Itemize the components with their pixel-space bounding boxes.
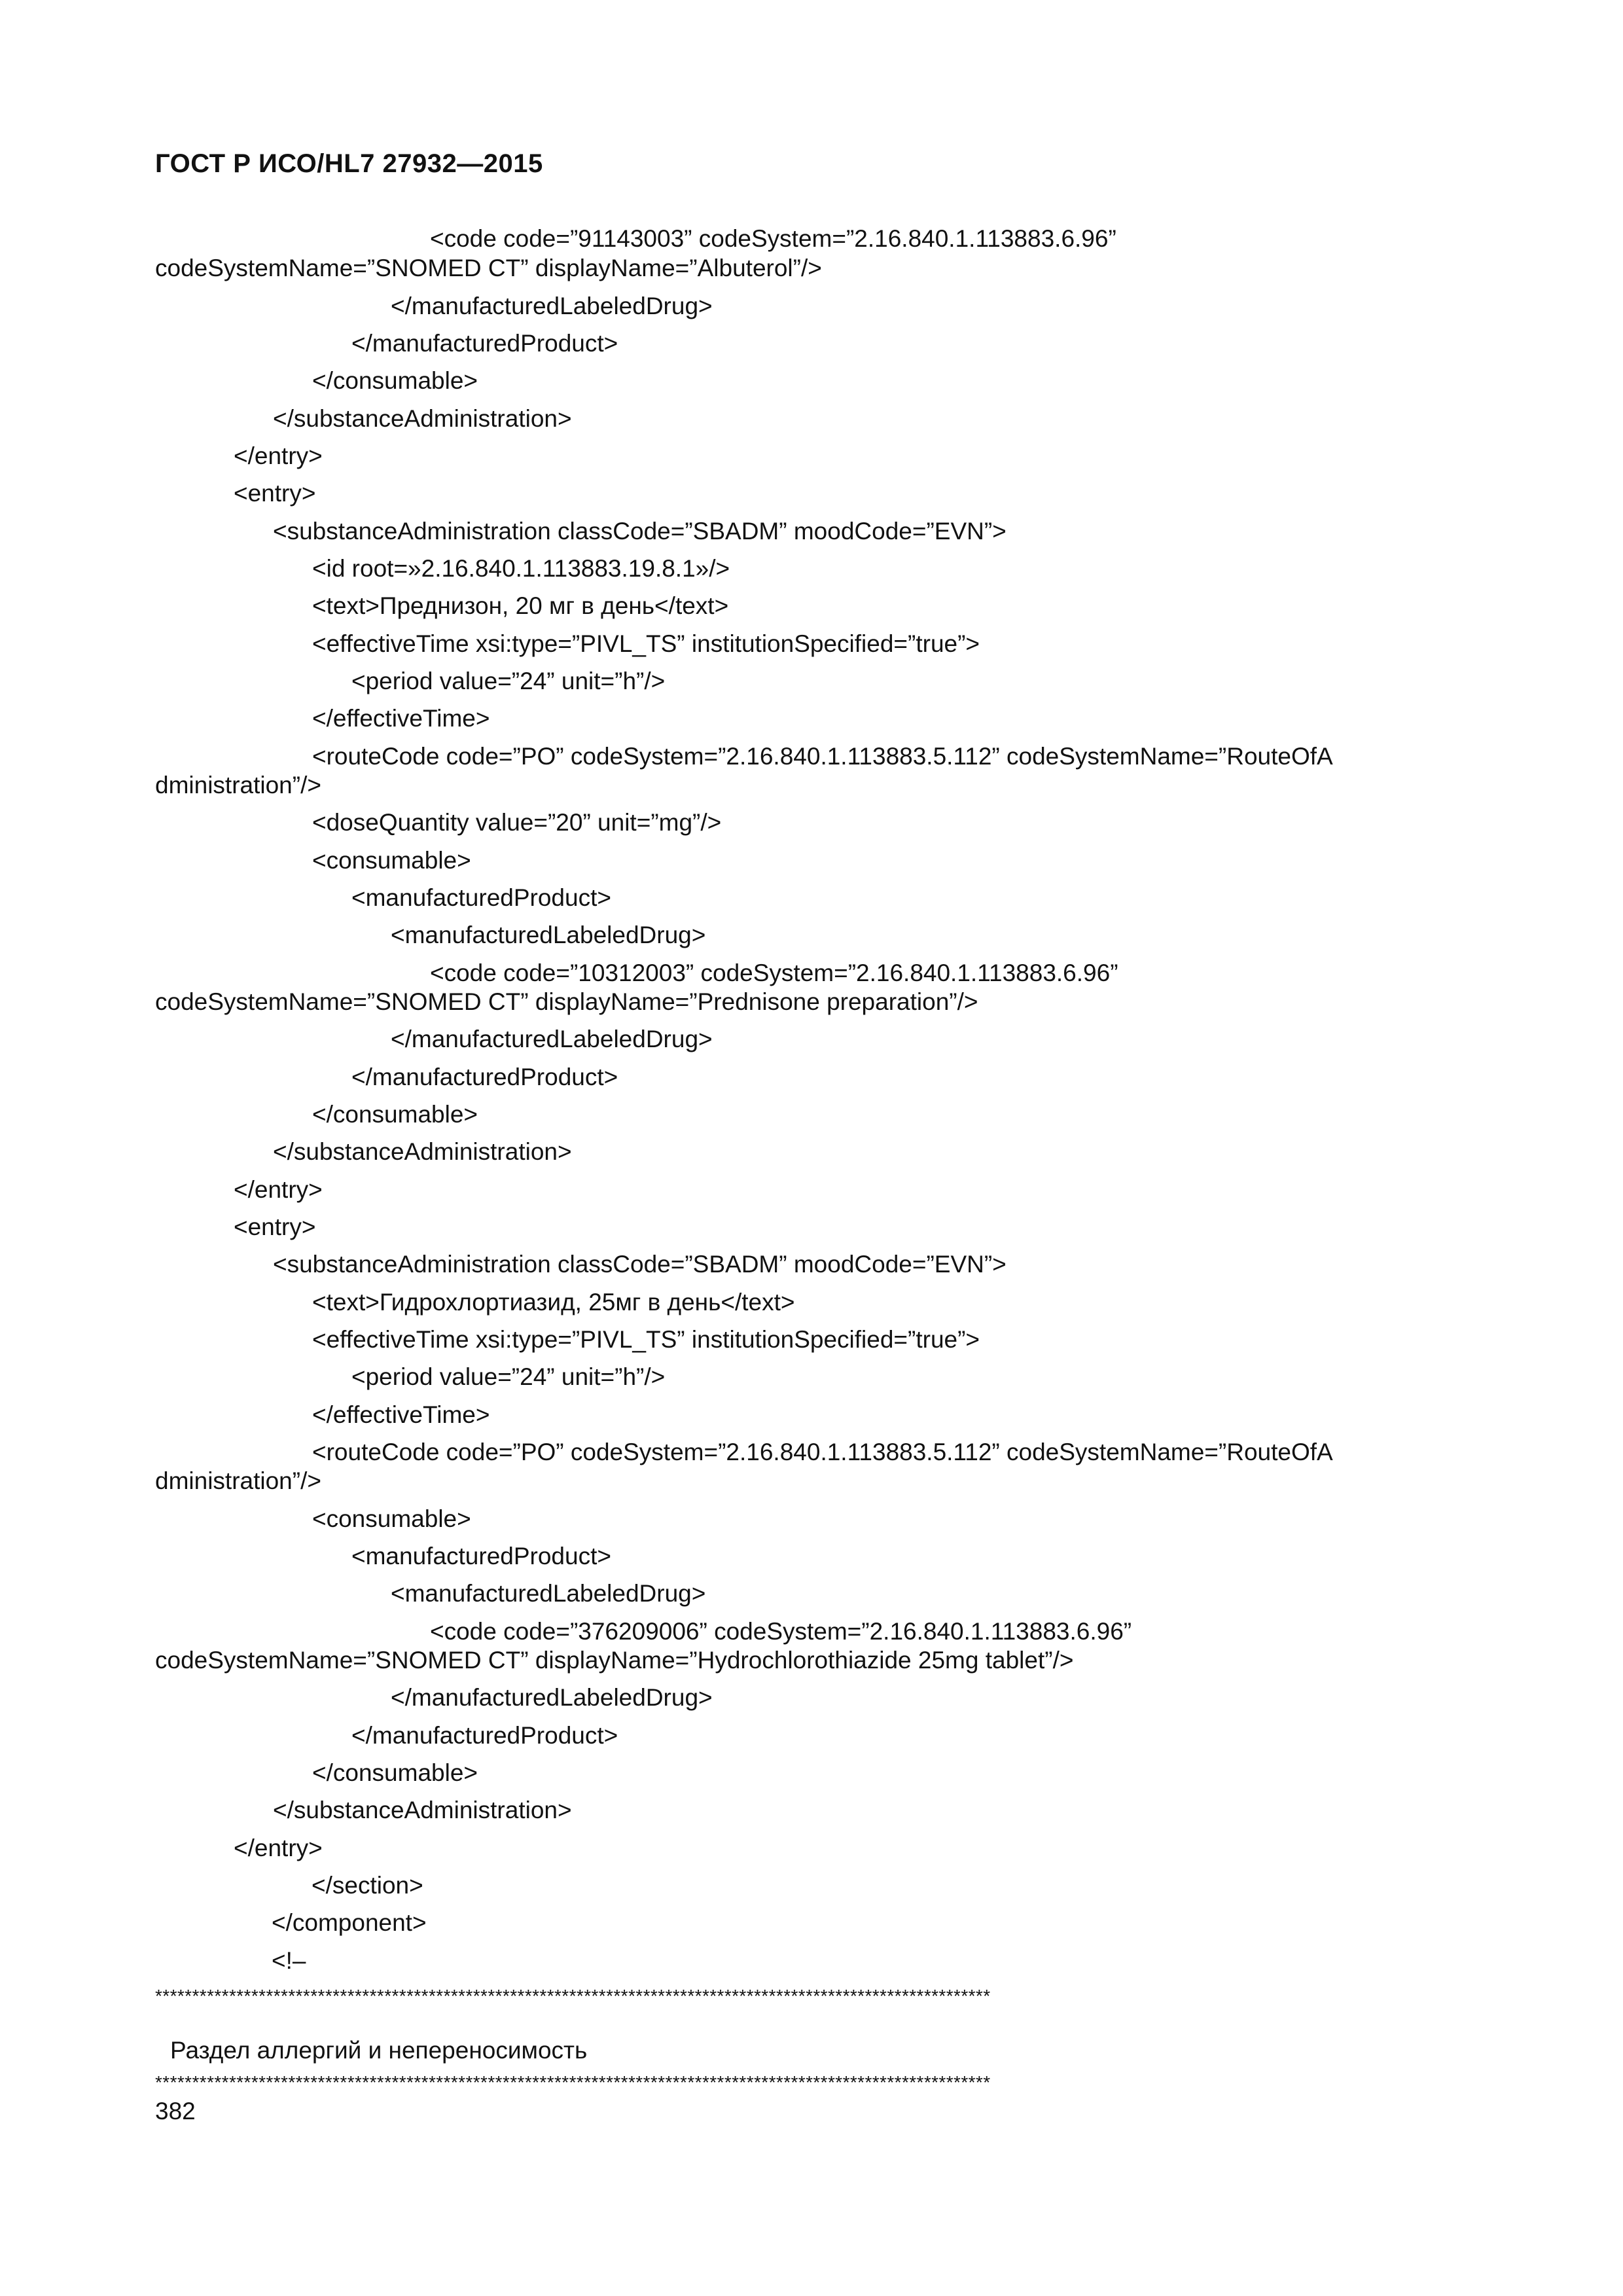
code-line: <substanceAdministration classCode=”SBADM” moodCode=”EVN”>: [273, 1251, 1007, 1278]
code-line: <substanceAdministration classCode=”SBADM” moodCode=”EVN”>: [273, 518, 1007, 545]
code-line: <entry>: [234, 1213, 316, 1240]
code-line: </entry>: [234, 1176, 323, 1203]
code-line: </manufacturedProduct>: [351, 330, 618, 357]
document-header: ГОСТ Р ИСО/HL7 27932—2015: [155, 149, 543, 178]
code-line: </component>: [272, 1909, 427, 1936]
code-line: </substanceAdministration>: [273, 1797, 572, 1823]
code-line: <doseQuantity value=”20” unit=”mg”/>: [312, 809, 722, 836]
code-line: codeSystemName=”SNOMED CT” displayName=”Hydrochlorothiazide 25mg tablet”/>: [155, 1647, 1074, 1674]
code-line: </manufacturedLabeledDrug>: [391, 293, 713, 319]
code-line: </consumable>: [312, 367, 478, 394]
code-line: <text>Преднизон, 20 мг в день</text>: [312, 592, 729, 619]
code-line: </entry>: [234, 1835, 323, 1861]
code-line: dministration”/>: [155, 1467, 321, 1494]
separator-top: *****************************************************************************************************************: [155, 1990, 991, 2003]
code-line: <code code=”10312003” codeSystem=”2.16.840.1.113883.6.96”: [430, 960, 1118, 986]
code-line: <routeCode code=”PO” codeSystem=”2.16.840.1.113883.5.112” codeSystemName=”RouteOfA: [312, 1439, 1333, 1465]
code-line: <period value=”24” unit=”h”/>: [351, 1363, 666, 1390]
code-line: <manufacturedProduct>: [351, 1543, 611, 1570]
code-line: </manufacturedProduct>: [351, 1722, 618, 1749]
code-line: <manufacturedProduct>: [351, 884, 611, 911]
code-line: <manufacturedLabeledDrug>: [391, 922, 706, 948]
code-line: </effectiveTime>: [312, 1401, 490, 1428]
code-line: </effectiveTime>: [312, 705, 490, 732]
code-line: </substanceAdministration>: [273, 405, 572, 432]
code-line: </consumable>: [312, 1101, 478, 1128]
code-line: dministration”/>: [155, 772, 321, 798]
code-line: </manufacturedLabeledDrug>: [391, 1026, 713, 1052]
code-line: <routeCode code=”PO” codeSystem=”2.16.840.1.113883.5.112” codeSystemName=”RouteOfA: [312, 743, 1333, 770]
code-line: </section>: [312, 1872, 423, 1899]
code-line: <effectiveTime xsi:type=”PIVL_TS” institutionSpecified=”true”>: [312, 630, 980, 657]
code-line: </entry>: [234, 442, 323, 469]
code-line: </manufacturedLabeledDrug>: [391, 1684, 713, 1711]
code-line: <effectiveTime xsi:type=”PIVL_TS” institutionSpecified=”true”>: [312, 1326, 980, 1353]
code-line: <manufacturedLabeledDrug>: [391, 1580, 706, 1607]
code-line: codeSystemName=”SNOMED CT” displayName=”Prednisone preparation”/>: [155, 988, 978, 1015]
code-line: <code code=”91143003” codeSystem=”2.16.840.1.113883.6.96”: [430, 225, 1116, 252]
code-line: <consumable>: [312, 847, 471, 874]
code-line: <text>Гидрохлортиазид, 25мг в день</text>: [312, 1289, 795, 1316]
code-line: <consumable>: [312, 1505, 471, 1532]
code-line: </consumable>: [312, 1759, 478, 1786]
code-line: </substanceAdministration>: [273, 1138, 572, 1165]
separator-bottom: *****************************************************************************************************************: [155, 2076, 991, 2089]
code-line: <period value=”24” unit=”h”/>: [351, 668, 666, 694]
code-line: <code code=”376209006” codeSystem=”2.16.840.1.113883.6.96”: [430, 1618, 1132, 1645]
code-line: codeSystemName=”SNOMED CT” displayName=”Albuterol”/>: [155, 255, 822, 281]
section-title: Раздел аллергий и непереносимость: [170, 2037, 588, 2064]
code-line: <!–: [272, 1947, 306, 1974]
code-line: <entry>: [234, 480, 316, 507]
code-line: <id root=»2.16.840.1.113883.19.8.1»/>: [312, 555, 730, 582]
code-line: </manufacturedProduct>: [351, 1064, 618, 1090]
page-number: 382: [155, 2098, 196, 2125]
